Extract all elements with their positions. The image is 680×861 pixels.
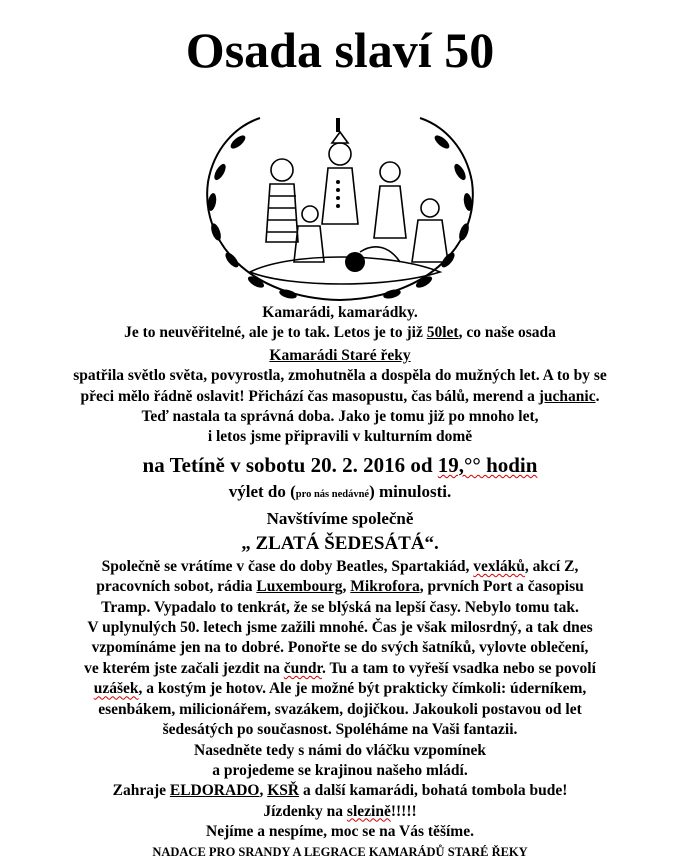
wreath-illustration	[190, 112, 490, 308]
text-line: uzášek, a kostým je hotov. Ale je možné být prakticky čímkoli: úderníkem,	[93, 680, 587, 698]
text-line: esenbákem, milicionářem, svazákem, dojičkou. Jakoukoli postavou od let	[98, 700, 582, 718]
text-line: Nejíme a nespíme, moc se na Vás těšíme.	[206, 823, 474, 841]
text-line: Nasedněte tedy s námi do vláčku vzpomínek	[194, 741, 486, 759]
invitation-text	[20, 303, 660, 861]
text-line: vzpomínáme jen na to dobré. Ponořte se do svých šatníků, vylovte oblečení,	[91, 639, 589, 657]
visit-line: Navštívíme společně	[266, 508, 414, 528]
text-line: Teď nastala ta správná doba. Jako je tomu již po mnoho let,	[141, 408, 539, 426]
settlement-name: Kamarádi Staré řeky	[269, 346, 411, 364]
text-line: pracovních sobot, rádia Luxembourg, Mikrofora, prvních Port a časopisu	[96, 578, 584, 596]
text-line: Zahraje ELDORADO, KSŘ a další kamarádi, bohatá tombola bude!	[112, 782, 568, 800]
event-date: na Tetíně v sobotu 20. 2. 2016 od 19,°° hodin	[142, 452, 538, 477]
text-line: a projedeme se krajinou našeho mládí.	[212, 761, 468, 779]
greeting: Kamarádi, kamarádky.	[262, 304, 418, 321]
text-line: spatřila světlo světa, povyrostla, zmohutněla a dospěla do mužných let. A to by se	[73, 367, 607, 385]
text-line: Společně se vrátíme v čase do doby Beatles, Spartakiád, vexláků, akcí Z,	[101, 557, 579, 575]
text-line: ve kterém jste začali jezdit na čundr. Tu a tam to vyřeší vsadka nebo se povolí	[84, 659, 596, 677]
text-line: šedesátých po současnost. Spoléháme na Vaši fantazii.	[162, 721, 518, 739]
page-title: Osada slaví 50	[185, 22, 495, 78]
text-line: Tramp. Vypadalo to tenkrát, že se blýská na lepší časy. Nebylo tomu tak.	[101, 598, 579, 616]
text-line: V uplynulých 50. letech jsme zažili mnohé. Čas je však milosrdný, a tak dnes	[87, 619, 593, 637]
text-line: Jízdenky na slezině!!!!!	[263, 802, 417, 820]
theme-title: „ ZLATÁ ŠEDESÁTÁ“.	[241, 532, 439, 554]
footer: NADACE PRO SRANDY A LEGRACE KAMARÁDŮ STARÉ ŘEKY	[152, 844, 528, 859]
trip-line: výlet do (pro nás nedávné) minulosti.	[228, 481, 452, 501]
text-line: přeci mělo řádně oslavit! Přichází čas masopustu, čas bálů, merend a juchanic.	[80, 387, 600, 405]
text-line: i letos jsme připravili v kulturním domě	[207, 428, 473, 446]
text-line: Je to neuvěřitelné, ale je to tak. Letos je to již 50let, co naše osada	[124, 324, 556, 342]
